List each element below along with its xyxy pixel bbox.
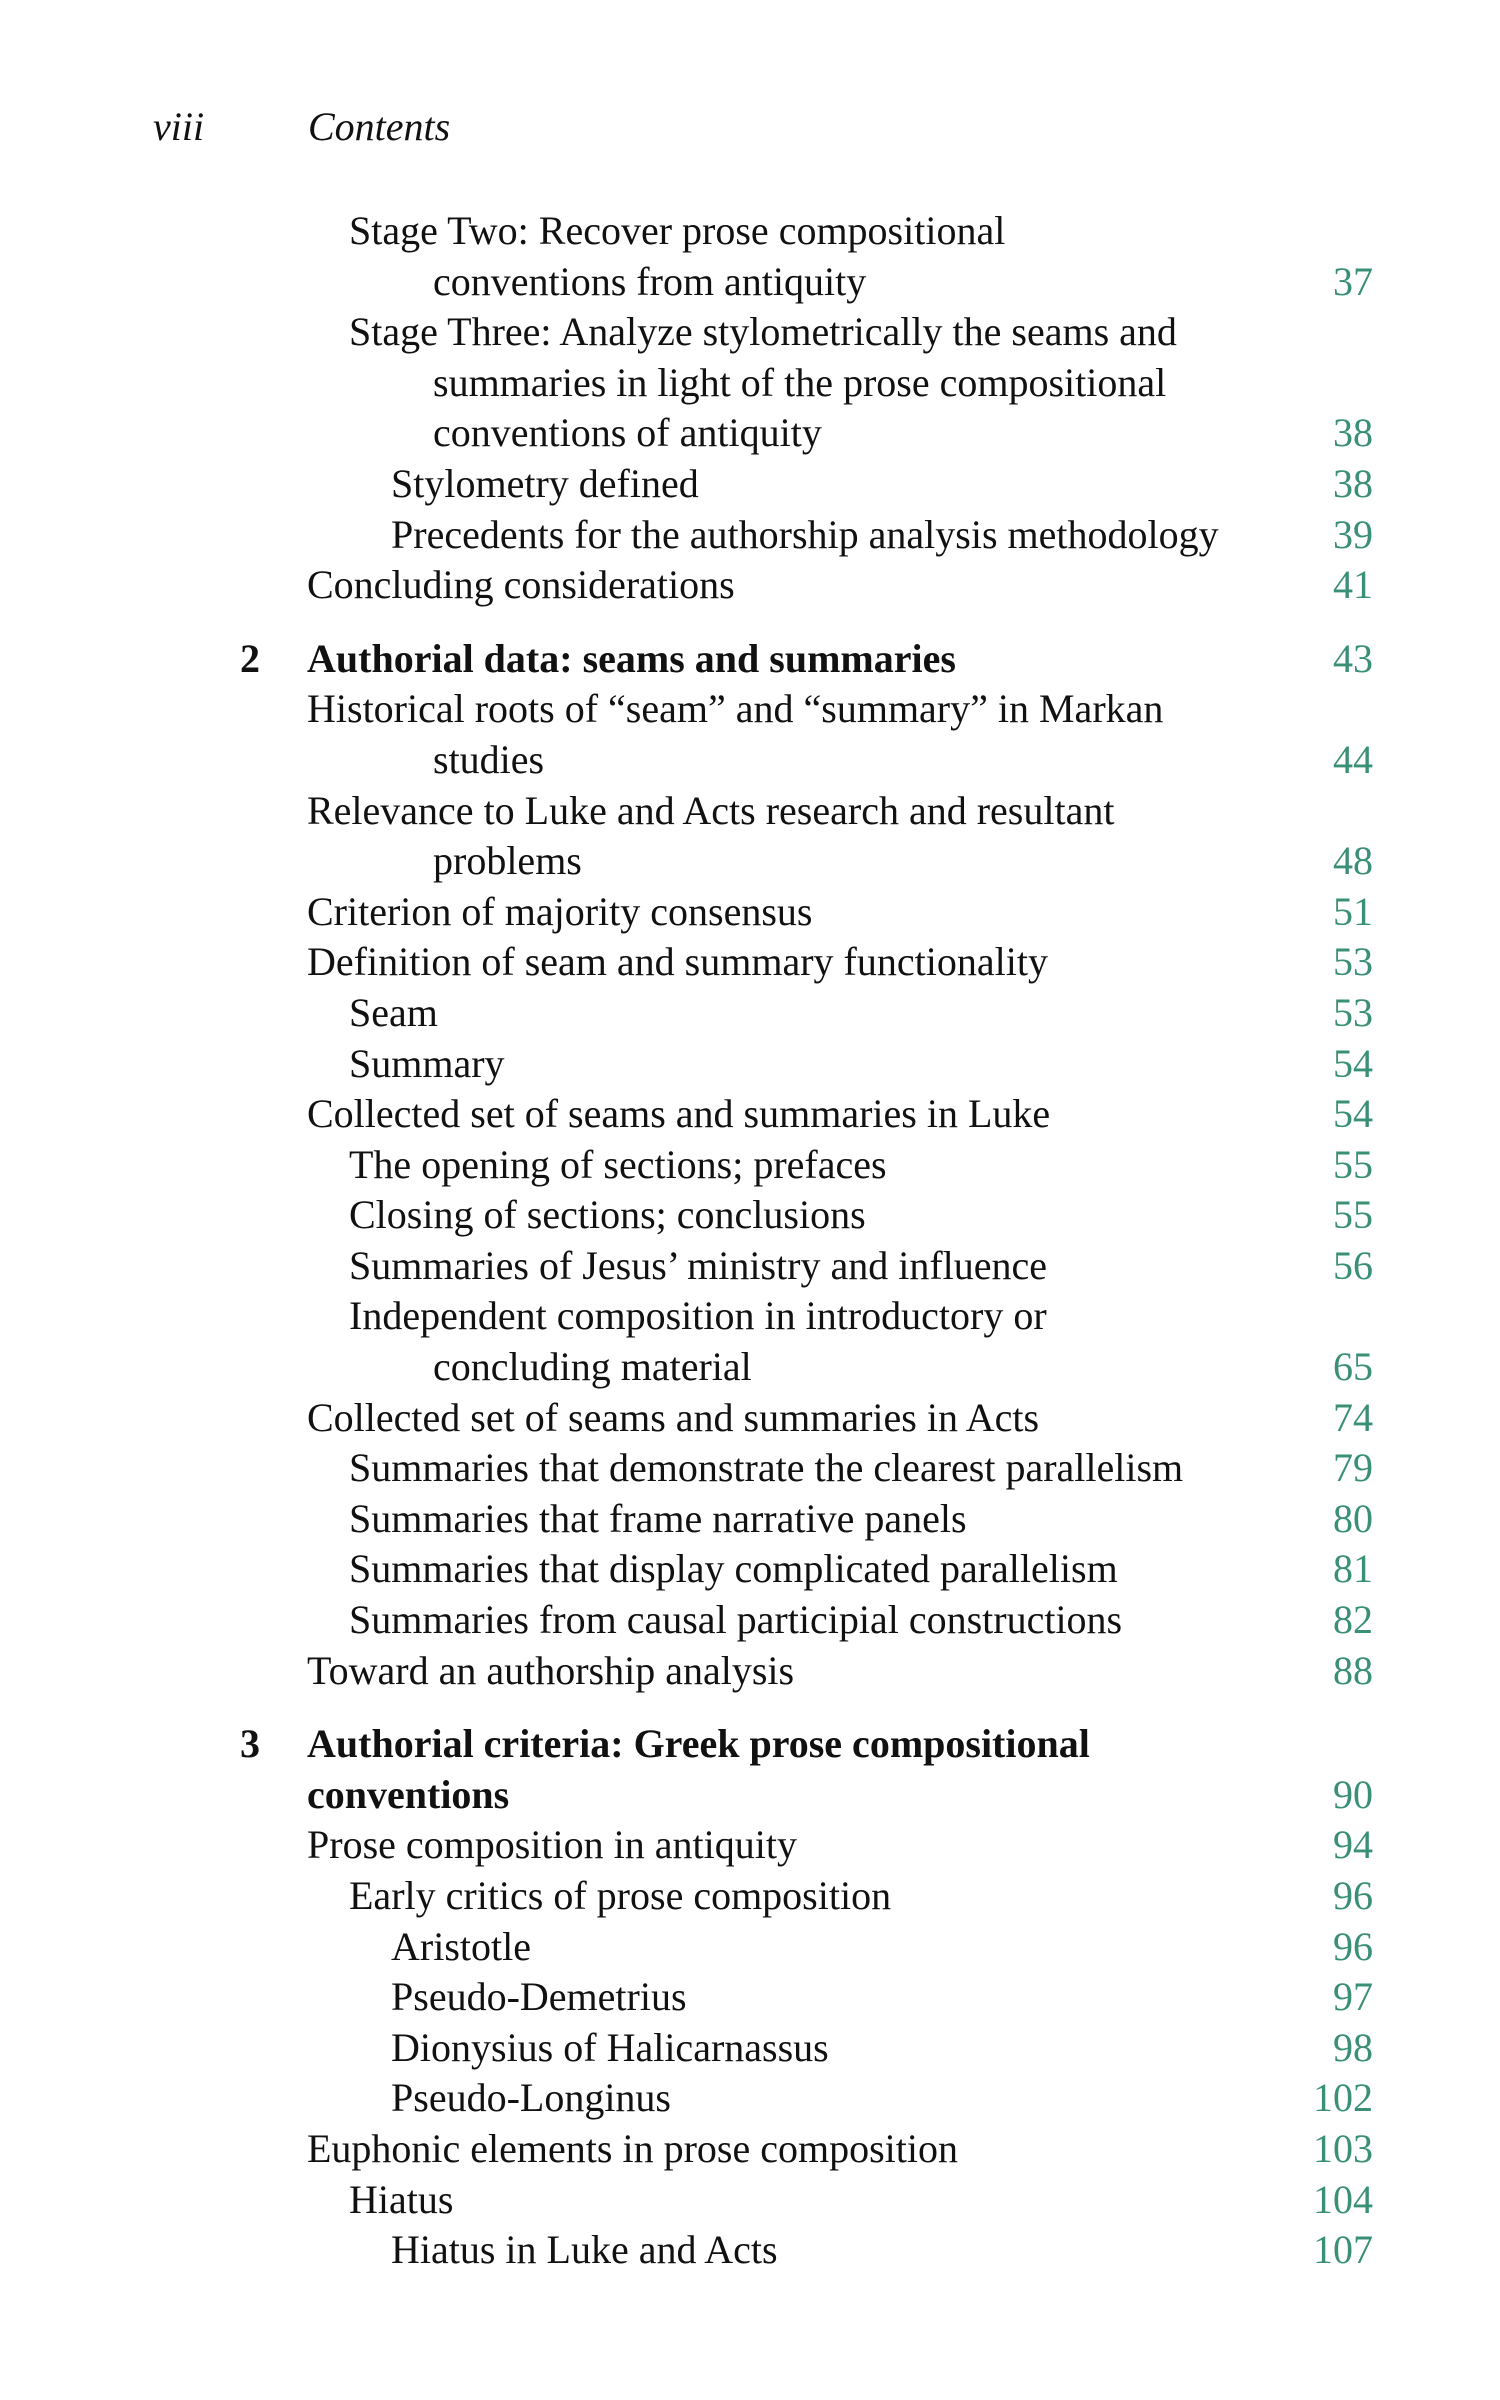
toc-entry-continued	[0, 1342, 1500, 1393]
running-title: Contents	[308, 104, 451, 149]
toc-entry-continued	[0, 735, 1500, 786]
toc-entry-continued	[0, 358, 1500, 409]
chapter-title: conventions	[307, 1771, 510, 1817]
toc-entry-text: Independent composition in introductory or	[349, 1293, 1047, 1339]
toc-entry	[0, 2225, 1500, 2276]
toc-entry	[0, 1443, 1500, 1494]
page-number[interactable]: 41	[1333, 562, 1373, 608]
toc-entry	[0, 459, 1500, 510]
page-number[interactable]: 65	[1333, 1344, 1373, 1390]
toc-entry	[0, 2124, 1500, 2175]
toc-entry-text: Aristotle	[391, 1923, 531, 1969]
toc-entry-text: concluding material	[433, 1344, 752, 1390]
toc-entry	[0, 2073, 1500, 2124]
page-number[interactable]: 38	[1333, 410, 1373, 456]
page-number[interactable]: 53	[1333, 939, 1373, 985]
toc-entry-text: Historical roots of “seam” and “summary” in Markan	[307, 686, 1164, 732]
toc-entry	[0, 560, 1500, 611]
toc-entry-text: Collected set of seams and summaries in Acts	[307, 1394, 1040, 1440]
toc-entry-text: Stage Three: Analyze stylometrically the seams and	[349, 309, 1177, 355]
toc-entry	[0, 1241, 1500, 1292]
page-number[interactable]: 90	[1333, 1771, 1373, 1817]
toc-entry-text: Prose composition in antiquity	[307, 1822, 797, 1868]
toc-entry	[0, 786, 1500, 837]
toc-entry-text: Dionysius of Halicarnassus	[391, 2024, 829, 2070]
page-number[interactable]: 54	[1333, 1040, 1373, 1086]
toc-entry	[0, 1393, 1500, 1444]
toc-entry-continued	[0, 836, 1500, 887]
toc-entry	[0, 1140, 1500, 1191]
toc-entry	[0, 2023, 1500, 2074]
toc-entry-text: Definition of seam and summary functionality	[307, 939, 1048, 985]
page-folio: viii	[153, 104, 205, 149]
toc-entry-text: Euphonic elements in prose composition	[307, 2125, 958, 2171]
toc-entry-text: Collected set of seams and summaries in Luke	[307, 1091, 1051, 1137]
page-number[interactable]: 55	[1333, 1141, 1373, 1187]
toc-entry-text: Summaries that demonstrate the clearest parallelism	[349, 1445, 1184, 1491]
toc-entry-text: Hiatus in Luke and Acts	[391, 2227, 778, 2273]
page-number[interactable]: 43	[1333, 635, 1373, 681]
toc-entry-text: problems	[433, 838, 582, 884]
toc-entry-text: Concluding considerations	[307, 562, 735, 608]
page-number[interactable]: 53	[1333, 989, 1373, 1035]
page-number[interactable]: 81	[1333, 1546, 1373, 1592]
chapter-heading	[0, 634, 1500, 685]
toc-entry	[0, 2175, 1500, 2226]
toc-entry-text: Summaries from causal participial constructions	[349, 1597, 1123, 1643]
page-number[interactable]: 37	[1333, 258, 1373, 304]
toc-entry	[0, 1494, 1500, 1545]
page-number[interactable]: 82	[1333, 1597, 1373, 1643]
page-number[interactable]: 44	[1333, 736, 1373, 782]
page-number[interactable]: 51	[1333, 888, 1373, 934]
page-number[interactable]: 56	[1333, 1242, 1373, 1288]
page-number[interactable]: 102	[1313, 2075, 1373, 2121]
page-number[interactable]: 38	[1333, 460, 1373, 506]
toc-entry	[0, 887, 1500, 938]
toc-entry-text: Stylometry defined	[391, 460, 699, 506]
toc-entry	[0, 1190, 1500, 1241]
chapter-title: Authorial data: seams and summaries	[307, 635, 956, 681]
toc-entry-text: studies	[433, 736, 545, 782]
toc-entry-text: Relevance to Luke and Acts research and resultant	[307, 787, 1115, 833]
toc-entry-text: Stage Two: Recover prose compositional	[349, 208, 1006, 253]
toc-entry-text: Seam	[349, 989, 438, 1035]
toc-entry-text: Early critics of prose composition	[349, 1873, 892, 1918]
toc-entry	[0, 1871, 1500, 1922]
toc-entry-continued	[0, 408, 1500, 459]
toc-entry-text: summaries in light of the prose compositional	[433, 359, 1167, 405]
toc-entry-text: Summaries of Jesus’ ministry and influence	[349, 1242, 1048, 1288]
toc-entry-text: Pseudo-Longinus	[391, 2075, 671, 2121]
toc-entry	[0, 1544, 1500, 1595]
toc-entry-text: Pseudo-Demetrius	[391, 1974, 687, 2020]
page-number[interactable]: 98	[1333, 2024, 1373, 2070]
page-number[interactable]: 94	[1333, 1822, 1373, 1868]
page-number[interactable]: 107	[1313, 2227, 1373, 2273]
page-number[interactable]: 104	[1313, 2176, 1373, 2222]
toc-entry	[0, 1595, 1500, 1646]
toc-entry-text: Summaries that display complicated parallelism	[349, 1546, 1118, 1592]
toc-entry-text: conventions of antiquity	[433, 410, 822, 456]
toc-entry	[0, 1089, 1500, 1140]
toc-entry-continued	[0, 257, 1500, 308]
chapter-title: Authorial criteria: Greek prose compositional	[307, 1721, 1090, 1767]
toc-entry	[0, 988, 1500, 1039]
toc-entry-text: Closing of sections; conclusions	[349, 1192, 866, 1238]
toc-entry	[0, 307, 1500, 358]
toc-entry	[0, 510, 1500, 561]
chapter-heading	[0, 1719, 1500, 1770]
page-number[interactable]: 97	[1333, 1974, 1373, 2020]
chapter-number: 3	[240, 1721, 260, 1767]
toc-entry-text: Criterion of majority consensus	[307, 888, 813, 934]
toc-entry	[0, 1820, 1500, 1871]
page-number[interactable]: 88	[1333, 1647, 1373, 1693]
toc-entry-text: conventions from antiquity	[433, 258, 867, 304]
toc-entry-text: The opening of sections; prefaces	[349, 1141, 887, 1187]
toc-entry	[0, 1291, 1500, 1342]
toc-entry	[0, 1646, 1500, 1697]
toc-entry-text: Summaries that frame narrative panels	[349, 1495, 967, 1541]
page-number[interactable]: 74	[1333, 1394, 1373, 1440]
toc-entry	[0, 1039, 1500, 1090]
page-number[interactable]: 96	[1333, 1923, 1373, 1969]
chapter-heading-continued	[0, 1770, 1500, 1821]
toc-entry	[0, 937, 1500, 988]
toc-entry-text: Toward an authorship analysis	[307, 1647, 795, 1693]
toc-entry	[0, 206, 1500, 257]
toc-entry	[0, 684, 1500, 735]
toc-entry-text: Precedents for the authorship analysis methodology	[391, 511, 1219, 557]
toc-entry	[0, 1922, 1500, 1973]
toc-entry-text: Hiatus	[349, 2176, 454, 2222]
page-number[interactable]: 96	[1333, 1873, 1373, 1918]
toc-entry	[0, 1972, 1500, 2023]
table-of-contents	[0, 206, 1500, 2276]
page-number[interactable]: 39	[1333, 511, 1373, 557]
page-number[interactable]: 55	[1333, 1192, 1373, 1238]
page-number[interactable]: 48	[1333, 838, 1373, 884]
page-number[interactable]: 79	[1333, 1445, 1373, 1491]
page-number[interactable]: 103	[1313, 2125, 1373, 2171]
chapter-number: 2	[240, 635, 260, 681]
page-number[interactable]: 54	[1333, 1091, 1373, 1137]
toc-entry-text: Summary	[349, 1040, 505, 1086]
page-number[interactable]: 80	[1333, 1495, 1373, 1541]
